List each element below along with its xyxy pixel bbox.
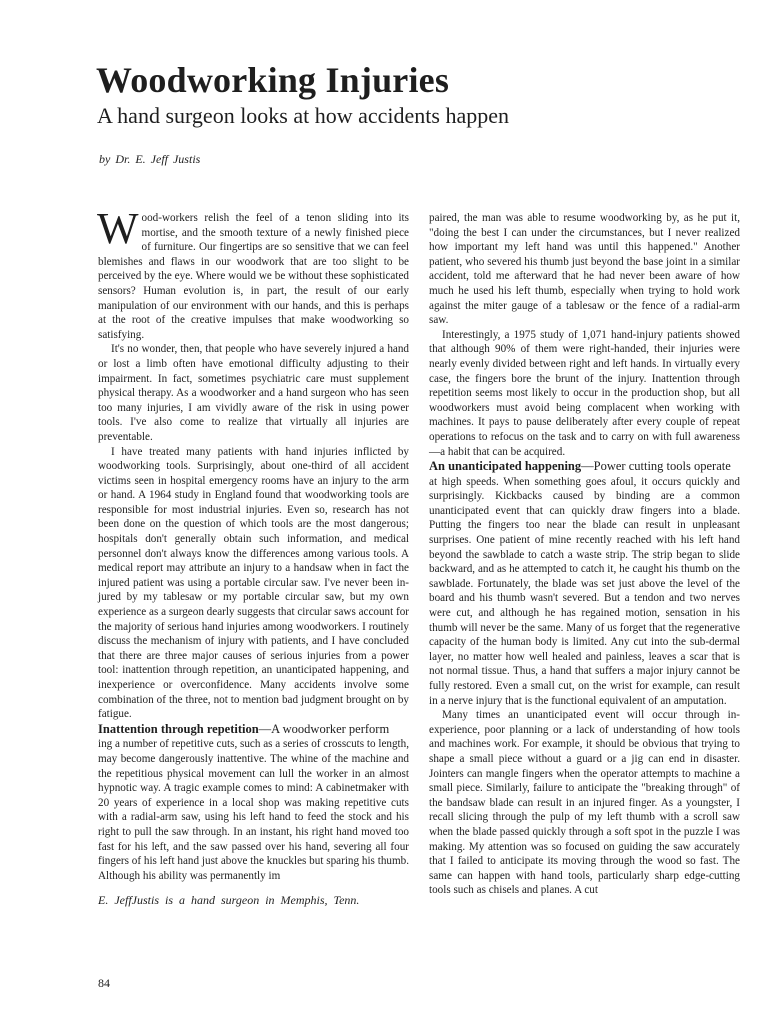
section-lead: —A woodworker perform (258, 721, 390, 736)
body-paragraph: ing a number of repetitive cuts, such as a series of crosscuts to length, may become dangerously inattentive. The whine of the machine and the repetitious physical movement can lull the worker in an almost hypnotic way. A tragic example comes to mind: A cabinetmaker with 20 years of experience in a local shop was making repetitive cuts with a radial-arm saw, using his left hand to feed the stock and his right to pull the saw through. In an instant, his right hand moved too fast for his left, and the saw passed over his hand, severing all four fingers of his left hand just above the knuckles but sparing his thumb. Although his ability was permanently im (98, 738, 409, 882)
body-paragraph: Many times an unanticipated event will occur through inexperience, poor planning or a lack of understanding of how tools and machines work. For example, it should be obvious that trying to shape a small piece without a guard or a jig can end in disaster. Jointers can mangle fingers when the operator attempts to machine a small piece. Similarly, failure to anticipate the "breaking through" of the bandsaw blade can result in an injured finger. As a youngster, I recall slicing through the pulp of my left thumb with a scroll saw when the blade passed quickly through a soft spot in the puzzle I was making. My attention was so focused on guiding the saw accurately that I failed to anticipate its moving through the wood so fast. The same can happen with hand tools, particularly sharp edge-cutting tools such as chisels and planes. A cut (429, 709, 740, 897)
author-note: E. JeffJustis is a hand surgeon in Memphis, Tenn. (98, 893, 360, 908)
body-paragraph: I have treated many patients with hand injuries inflicted by woodworking tools. Surprisingly, about one-third of all accident victims seen in hospital emergency rooms have an injury to the arm or hand. A 1964 study in England found that woodworking tools are responsible for most industrial injuries. Even so, research has not been done on the question of which tools are the most dangerous; hospitals don't generally obtain such information, and medical personnel don't always know the differences among various tools. A medical report may attribute an injury to a handsaw when in fact the injured patient was using a portable circular saw. I've never been injured by my tablesaw or my portable circular saw, but my own experience as a surgeon dearly suggests that circular saws account for the majority of serious hand injuries among woodworkers. I routinely discuss the mechanism of injury with patients, and I have concluded that there are three major causes of serious injuries from a power tool: inattention through repetition, an unanticipated happening, and inexperience or overconfidence. Many accidents involve some combination of the three, not to mention bad judgment brought on by fatigue. (98, 445, 409, 721)
byline: by Dr. E. Jeff Justis (99, 152, 201, 166)
intro-text: ood-workers relish the feel of a tenon sliding into its mortise, and the smooth texture of a newly finished piece of furniture. Our fingertips are so sensitive that we can feel blemishes and flaws in our woodwork that are too slight to be perceived by the eye. Where would we be without these sophisticated sensors? Human evolution is, in part, the result of our early manipulation of our environment with our hands, and this is perhaps at the root of the creative impulses that make woodworking so satisfying. (98, 212, 409, 341)
article-title: Woodworking Injuries (96, 60, 450, 100)
drop-cap: W (97, 204, 139, 253)
section-heading-paragraph (98, 722, 409, 738)
body-paragraph: paired, the man was able to resume woodworking by, as he put it, "doing the best I can under the circumstances, but I never realized how important my left hand was until this happened." Another patient, who severed his thumb just beyond the base joint in a similar accident, told me afterward that he had never been aware of how much he used his left thumb, especially when trying to hold work against the miter gauge of a tablesaw or the fence of a radial-arm saw. (429, 212, 740, 327)
body-paragraph: at high speeds. When something goes afoul, it occurs quickly and surprisingly. Kickbacks caused by binding are a common unanticipated event that can quickly draw fingers into a blade. Putting the fingers too near the blade can result in unpleasant surprises. One patient of mine recently reached with his left hand beyond the sawblade to catch a waste strip. The strip began to slide backward, and as he attempted to catch it, he caught his thumb on the sawblade. Fortunately, the blade was set just above the level of the board and his thumb wasn't severed. But a tendon and two nerves were cut, and although he has regained motion, sensation in his thumb will never be the same. Many of us forget that the regenerative capacity of the human body is limited. Any cut into the sub-dermal layer, no matter how well healed and painless, leaves a scar that is not normal tissue. Thus, a hand that suffers a major injury cannot be fully restored. Even a small cut, on the wrist for example, can result in a nerve injury that is the functional equivalent of an amputation. (429, 475, 740, 707)
article-subtitle: A hand surgeon looks at how accidents happen (97, 103, 510, 128)
section-heading-paragraph (429, 459, 740, 475)
left-column (97, 204, 409, 908)
body-paragraph: It's no wonder, then, that people who have severely injured a hand or lost a limb often have emotional difficulty adjusting to their impairment. In fact, sometimes psychiatric care must supplement physical therapy. As a woodworker and a hand surgeon who has seen too many injuries, I am vividly aware of the risk in using power tools. I've also come to realize that virtually all injuries are preventable. (98, 343, 409, 443)
section-heading: An unanticipated happening (429, 459, 582, 474)
section-heading: Inattention through repetition (98, 721, 259, 736)
section-lead: —Power cutting tools operate (581, 459, 731, 474)
right-column (429, 211, 740, 898)
body-paragraph: Interestingly, a 1975 study of 1,071 hand-injury patients showed that although 90% of them were right-handed, their injuries were nearly evenly divided between right and left hands. In virtually every case, the fingers bore the brunt of the injury. Inattention through repetition seems most likely to occur in the production shop, but all woodworkers must avoid being complacent when working with machines. It pays to pause deliberately after every couple of repeat operations to refocus on the task and to carry on with full awareness—a habit that can be acquired. (429, 328, 740, 458)
page-number: 84 (98, 976, 110, 990)
intro-paragraph (97, 204, 409, 342)
